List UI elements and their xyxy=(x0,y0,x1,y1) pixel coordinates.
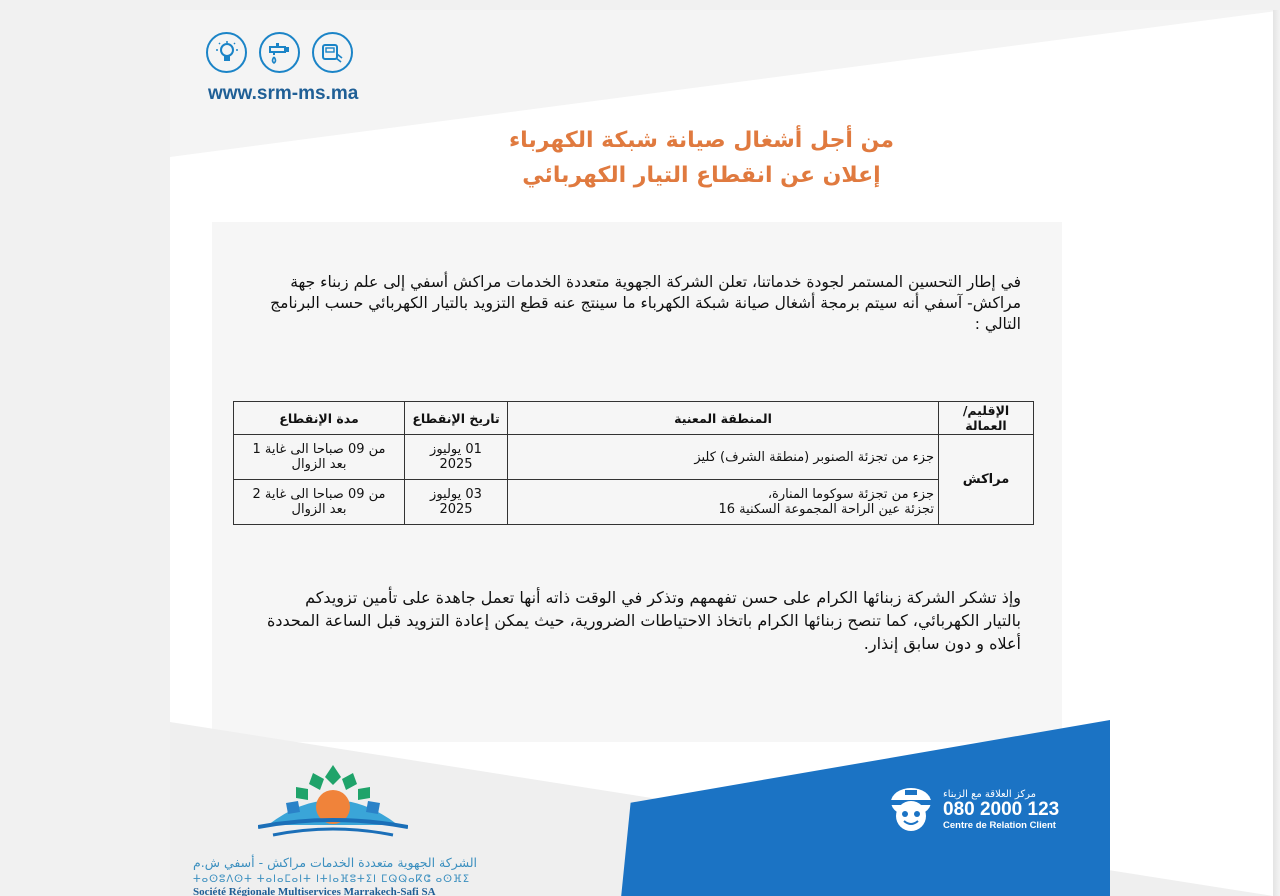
outage-schedule-table xyxy=(233,401,1034,525)
title-line-2: إعلان عن انقطاع التيار الكهربائي xyxy=(522,163,881,188)
company-name-fr: Société Régionale Multiservices Marrakech-Safi SA xyxy=(193,886,436,896)
area-cell xyxy=(508,480,939,525)
area-cell xyxy=(508,435,939,480)
service-icons xyxy=(206,32,353,73)
contact-center-label-fr: Centre de Relation Client xyxy=(943,820,1056,831)
duration-cell xyxy=(234,480,405,525)
contact-center xyxy=(885,782,1059,838)
area-line: تجزئة عين الراحة المجموعة السكنية 16 xyxy=(718,502,934,517)
contact-center-number[interactable]: 080 2000 123 xyxy=(943,799,1060,820)
date-cell xyxy=(405,480,508,525)
duration-line: بعد الزوال xyxy=(291,502,347,517)
announcement-page xyxy=(170,10,1273,896)
header-area: المنطقة المعنية xyxy=(508,402,939,435)
date-year: 2025 xyxy=(439,457,473,472)
table-header-row xyxy=(234,402,1034,435)
table-row xyxy=(234,435,1034,480)
header-province: الإقليم/العمالة xyxy=(939,402,1034,435)
date-cell xyxy=(405,435,508,480)
date-line: 03 يوليوز xyxy=(430,487,482,502)
company-logo xyxy=(258,765,408,845)
duration-line: بعد الزوال xyxy=(291,457,347,472)
header-duration: مدة الإنقطاع xyxy=(234,402,405,435)
duration-cell xyxy=(234,435,405,480)
date-year: 2025 xyxy=(439,502,473,517)
duration-line: من 09 صباحا الى غاية 2 xyxy=(252,487,386,502)
duration-line: من 09 صباحا الى غاية 1 xyxy=(252,442,386,457)
mascot-icon xyxy=(885,782,937,838)
province-cell: مراكش xyxy=(939,435,1034,525)
date-line: 01 يوليوز xyxy=(430,442,482,457)
area-line: جزء من تجزئة سوكوما المنارة، xyxy=(767,487,934,502)
closing-paragraph: وإذ تشكر الشركة زبنائها الكرام على حسن تفهمهم وتذكر في الوقت ذاته أنها تعمل جاهدة على تأمين تزويدكم بالتيار الكهربائي، كما تنصح زبنائها الكرام باتخاذ الاحتياطات الضرورية، حيث يمكن إعادة التزويد قبل الساعة المحددة أعلاه و دون سابق إنذار. xyxy=(266,588,1021,653)
contact-center-label-ar: مركز العلاقة مع الزبناء xyxy=(943,789,1037,800)
company-name-tifinagh: ⵜⴰⵙⵓⴷⵙⵜ ⵜⴰⵏⴰⵎⴰⵏⵜ ⵏⵜⵏⴰⴼⵓⵜⵉⵏ ⵎⵕⵕⴰⴽⵛ ⴰⵙⴼⵉ xyxy=(193,874,471,885)
area-line: جزء من تجزئة الصنوبر (منطقة الشرف) كليز xyxy=(694,449,934,465)
water-meter-icon xyxy=(312,32,353,73)
lightbulb-icon xyxy=(206,32,247,73)
header-date: تاريخ الإنقطاع xyxy=(405,402,508,435)
title-line-1: من أجل أشغال صيانة شبكة الكهرباء xyxy=(508,128,895,153)
company-name-ar: الشركة الجهوية متعددة الخدمات مراكش - أسفي ش.م xyxy=(193,855,478,870)
website-url[interactable]: www.srm-ms.ma xyxy=(208,83,359,104)
intro-paragraph: في إطار التحسين المستمر لجودة خدماتنا، تعلن الشركة الجهوية متعددة الخدمات مراكش أسفي إلى علم زبناء جهة مراكش- آسفي أنه سيتم برمجة أشغال صيانة شبكة الكهرباء ما سينتج عنه قطع التزويد بالتيار الكهربائي حسب البرنامج التالي : xyxy=(270,273,1021,333)
water-tap-icon xyxy=(259,32,300,73)
table-row xyxy=(234,480,1034,525)
